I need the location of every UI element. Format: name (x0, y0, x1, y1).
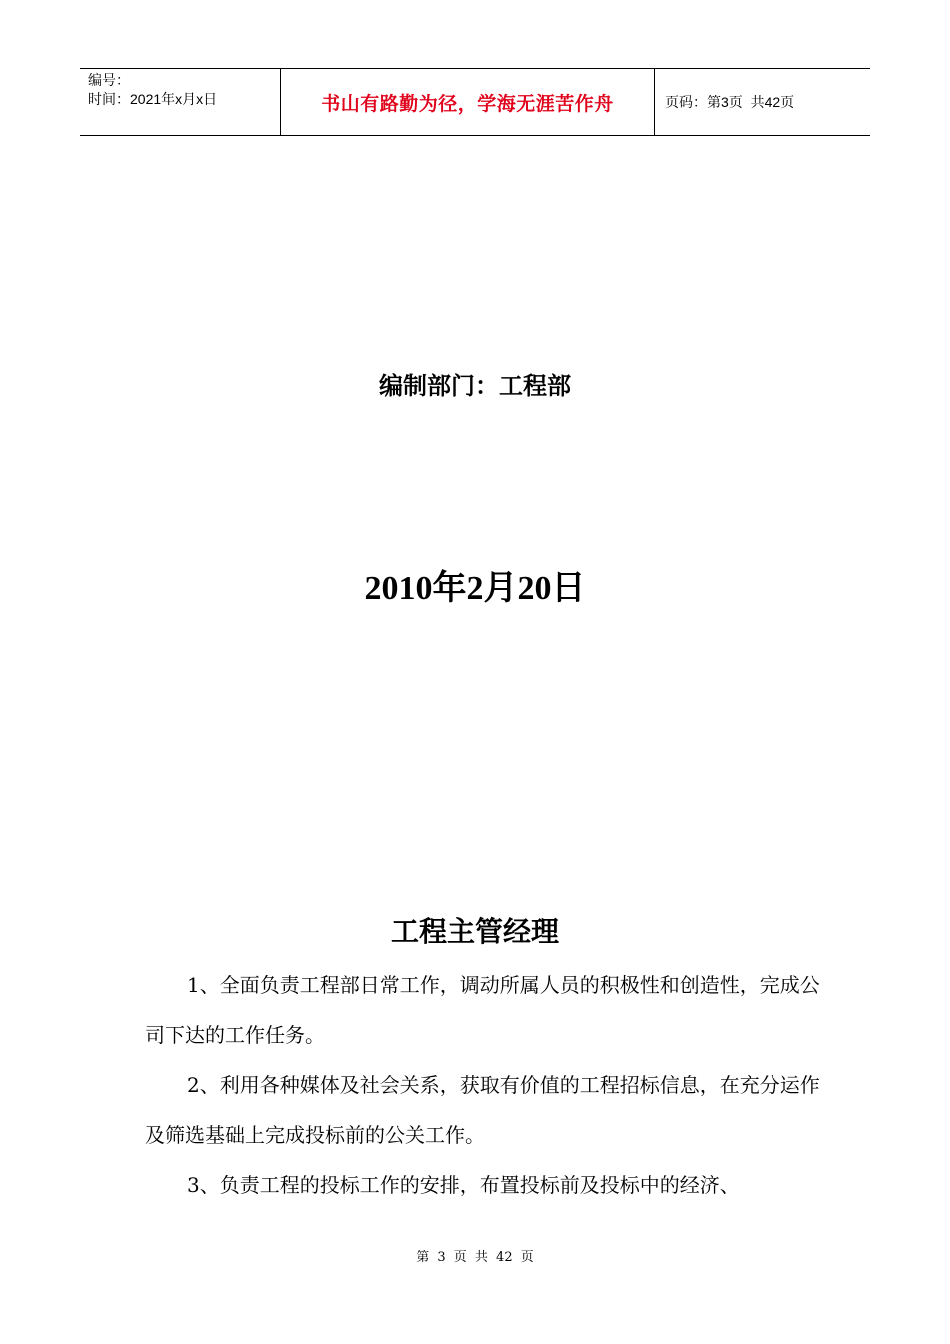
header-right-cell (655, 69, 870, 135)
paragraph-2: 2、利用各种媒体及社会关系，获取有价值的工程招标信息，在充分运作及筛选基础上完成投标前的公关工作。 (145, 1073, 820, 1147)
header-page-info: 页码：第3页 共42页 (665, 94, 795, 110)
header-number-label: 编号： (88, 72, 130, 88)
paragraph-3: 3、负责工程的投标工作的安排，布置投标前及投标中的经济、 (187, 1173, 740, 1197)
header-time-label: 时间：2021年x月x日 (88, 91, 218, 107)
section-title: 工程主管经理 (390, 915, 559, 948)
header-motto: 书山有路勤为径，学海无涯苦作舟 (321, 92, 614, 115)
document-date: 2010年2月20日 (364, 570, 586, 607)
department-line: 编制部门：工程部 (379, 372, 571, 400)
header-left-cell (80, 69, 281, 135)
body-text (145, 960, 835, 1210)
header-middle-cell (281, 69, 655, 135)
paragraph-1: 1、全面负责工程部日常工作，调动所属人员的积极性和创造性，完成公司下达的工作任务。 (145, 973, 820, 1047)
header-table (80, 68, 870, 136)
page-footer: 第 3 页 共 42 页 (416, 1250, 534, 1265)
